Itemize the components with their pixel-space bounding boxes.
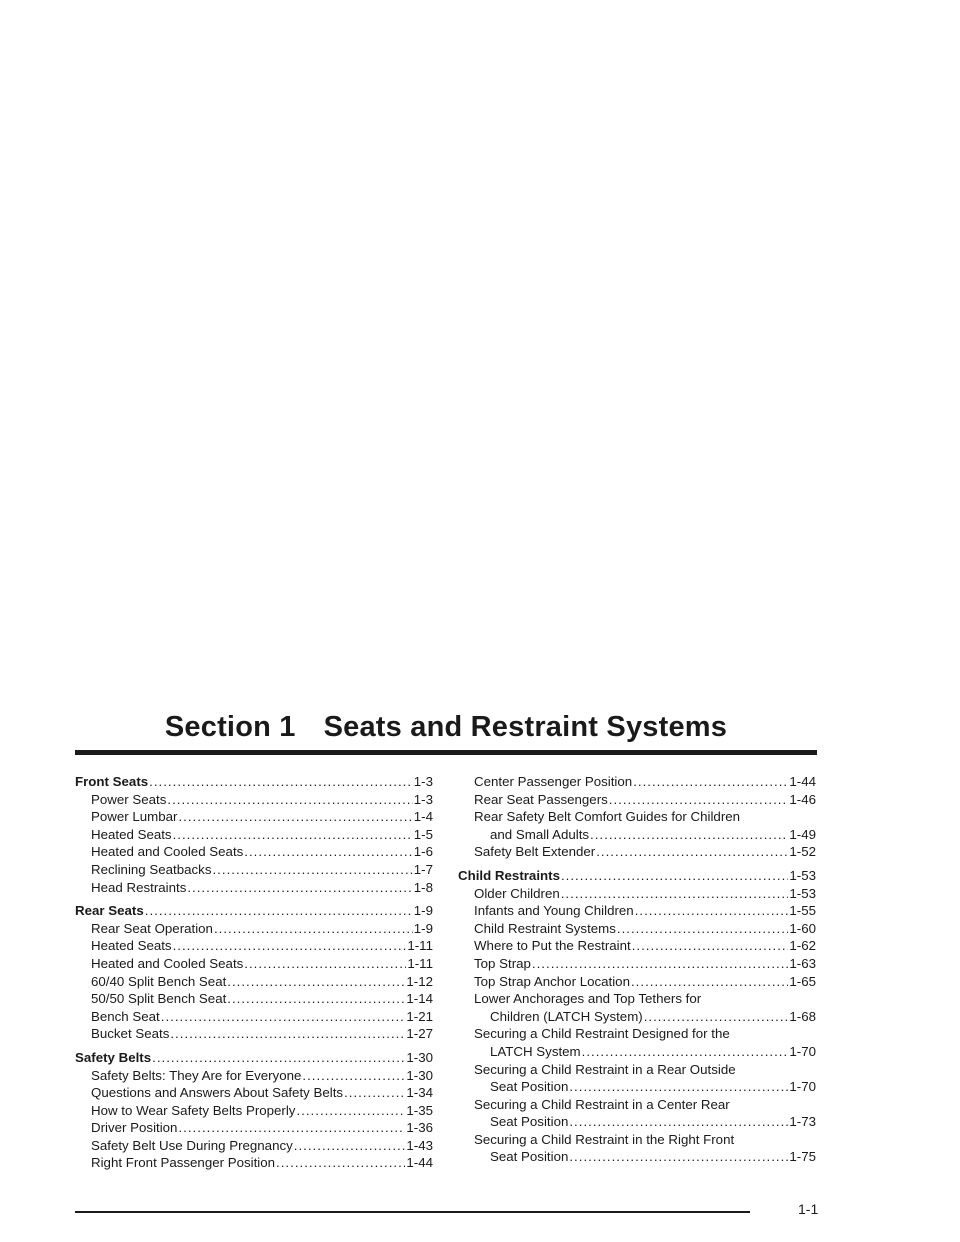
- dot-leader: [561, 867, 788, 885]
- toc-entry[interactable]: [75, 808, 433, 826]
- dot-leader: [167, 791, 412, 809]
- toc-entry[interactable]: [458, 791, 816, 809]
- toc-entry-page: 1-36: [406, 1120, 433, 1136]
- toc-entry-cont-page: 1-68: [789, 1008, 816, 1024]
- dot-leader: [187, 879, 412, 897]
- dot-leader: [582, 1043, 789, 1061]
- dot-leader: [161, 1008, 406, 1026]
- toc-entry-page: 1-44: [406, 1155, 433, 1171]
- toc-entry-page: 1-3: [413, 791, 433, 807]
- toc-entry-page: 1-43: [406, 1137, 433, 1153]
- dot-leader: [635, 902, 789, 920]
- dot-leader: [617, 920, 788, 938]
- dot-leader: [212, 861, 412, 879]
- toc-entry-page: 1-12: [406, 973, 433, 989]
- section-name: Seats and Restraint Systems: [323, 711, 728, 743]
- toc-group: [75, 1049, 433, 1172]
- toc-entry[interactable]: [75, 843, 433, 861]
- toc-entry-title: Safety Belt Use During Pregnancy: [91, 1137, 293, 1153]
- toc-entry-cont-title: Seat Position: [490, 1079, 569, 1095]
- toc-entry-cont: [474, 1113, 816, 1131]
- toc-entry[interactable]: [75, 1008, 433, 1026]
- toc-entry-cont: [474, 1078, 816, 1096]
- toc-entry-page: 1-63: [789, 955, 816, 971]
- toc-entry-title: Power Seats: [91, 791, 167, 807]
- toc-entry-title: Right Front Passenger Position: [91, 1155, 276, 1171]
- toc-entry-page: 1-11: [407, 955, 433, 971]
- toc-entry-cont: [474, 1043, 816, 1061]
- dot-leader: [152, 1049, 405, 1067]
- toc-entry[interactable]: [458, 973, 816, 991]
- toc-entry-title: Power Lumbar: [91, 809, 178, 825]
- dot-leader: [227, 990, 405, 1008]
- toc-entry-title: Bench Seat: [91, 1008, 160, 1024]
- toc-entry-cont-title: Seat Position: [490, 1114, 569, 1130]
- dot-leader: [631, 973, 788, 991]
- dot-leader: [569, 1078, 788, 1096]
- dot-leader: [178, 1119, 405, 1137]
- dot-leader: [214, 920, 413, 938]
- toc-entry-page: 1-44: [789, 774, 816, 789]
- toc-heading-title: Front Seats: [75, 774, 149, 789]
- toc-entry-page: 1-30: [406, 1067, 433, 1083]
- toc-group: [75, 773, 433, 896]
- toc-entry[interactable]: [458, 885, 816, 903]
- toc-entry-title: Securing a Child Restraint in a Rear Outside: [474, 1061, 736, 1077]
- toc-entry[interactable]: [75, 791, 433, 809]
- section-title: [75, 711, 817, 744]
- toc-entry-title: Rear Safety Belt Comfort Guides for Children: [474, 809, 741, 825]
- toc-entry-title: Center Passenger Position: [474, 774, 633, 789]
- toc-heading[interactable]: [75, 902, 433, 920]
- toc-heading[interactable]: [75, 1049, 433, 1067]
- toc-entry[interactable]: [458, 920, 816, 938]
- toc-entry[interactable]: [75, 990, 433, 1008]
- toc-entry-page: 1-8: [413, 879, 433, 895]
- dot-leader: [244, 843, 412, 861]
- toc-entry-page: 1-34: [406, 1085, 433, 1101]
- toc-entry[interactable]: [75, 1119, 433, 1137]
- dot-leader: [227, 973, 405, 991]
- dot-leader: [644, 1008, 789, 1026]
- toc-entry-cont: [474, 1008, 816, 1026]
- toc-entry-page: 1-35: [406, 1102, 433, 1118]
- toc-group: [458, 867, 816, 1166]
- toc-entry-title: Reclining Seatbacks: [91, 861, 212, 877]
- toc-entry[interactable]: [458, 773, 816, 791]
- page-number: 1-1: [798, 1201, 819, 1217]
- toc-heading-page: 1-30: [406, 1049, 433, 1065]
- toc-entry[interactable]: [75, 1137, 433, 1155]
- toc-entry-cont-title: Seat Position: [490, 1149, 569, 1165]
- dot-leader: [276, 1154, 405, 1172]
- dot-leader: [569, 1113, 788, 1131]
- toc-entry-title: Heated and Cooled Seats: [91, 955, 244, 971]
- toc-entry-page: 1-7: [413, 861, 433, 877]
- dot-leader: [532, 955, 788, 973]
- dot-leader: [145, 902, 413, 920]
- toc-entry-cont-page: 1-49: [789, 826, 816, 842]
- dot-leader: [173, 826, 413, 844]
- toc-entry-cont-page: 1-73: [789, 1114, 816, 1130]
- toc-entry-title: Top Strap: [474, 955, 531, 971]
- toc-entry[interactable]: [458, 1025, 816, 1060]
- toc-entry[interactable]: [75, 826, 433, 844]
- toc-entry-title: Securing a Child Restraint in a Center Rear: [474, 1096, 730, 1112]
- toc-entry-cont: [474, 826, 816, 844]
- dot-leader: [633, 773, 788, 791]
- toc-entry-title: Child Restraint Systems: [474, 920, 616, 936]
- toc-entry-page: 1-11: [407, 938, 433, 954]
- toc-entry-page: 1-55: [789, 903, 816, 919]
- toc-entry-title: Top Strap Anchor Location: [474, 973, 630, 989]
- toc-entry[interactable]: [75, 1154, 433, 1172]
- toc-entry[interactable]: [458, 808, 816, 843]
- dot-leader: [296, 1102, 405, 1120]
- toc-entry-page: 1-27: [406, 1026, 433, 1042]
- toc-entry[interactable]: [75, 1067, 433, 1085]
- toc-entry[interactable]: [458, 902, 816, 920]
- dot-leader: [178, 808, 412, 826]
- toc-entry-title: Securing a Child Restraint in the Right Front: [474, 1131, 735, 1147]
- toc-entry-page: 1-62: [789, 938, 816, 954]
- toc-heading-title: Child Restraints: [458, 867, 560, 883]
- toc-entry-cont-title: LATCH System: [490, 1043, 581, 1059]
- toc-entry-page: 1-14: [406, 991, 433, 1007]
- dot-leader: [561, 885, 789, 903]
- dot-leader: [302, 1067, 405, 1085]
- dot-leader: [294, 1137, 406, 1155]
- toc-entry[interactable]: [458, 955, 816, 973]
- toc-entry-page: 1-46: [789, 791, 816, 807]
- dot-leader: [170, 1025, 405, 1043]
- toc-entry-title: Bucket Seats: [91, 1026, 170, 1042]
- toc-entry-page: 1-9: [413, 920, 433, 936]
- toc-entry-title: Safety Belt Extender: [474, 844, 596, 860]
- toc-entry-title: 60/40 Split Bench Seat: [91, 973, 227, 989]
- toc-entry-title: Older Children: [474, 885, 560, 901]
- toc-entry-page: 1-52: [789, 844, 816, 860]
- toc-entry-title: Safety Belts: They Are for Everyone: [91, 1067, 302, 1083]
- toc-entry-title: 50/50 Split Bench Seat: [91, 991, 227, 1007]
- toc-entry[interactable]: [458, 1061, 816, 1096]
- toc-entry-title: Driver Position: [91, 1120, 178, 1136]
- dot-leader: [344, 1084, 405, 1102]
- toc-entry-cont-page: 1-70: [789, 1079, 816, 1095]
- toc-entry-page: 1-65: [789, 973, 816, 989]
- toc-entry-title: Rear Seat Operation: [91, 920, 213, 936]
- toc-entry[interactable]: [75, 879, 433, 897]
- toc-entry-title: Questions and Answers About Safety Belts: [91, 1085, 344, 1101]
- dot-leader: [609, 791, 789, 809]
- toc-entry-cont-page: 1-70: [789, 1043, 816, 1059]
- dot-leader: [244, 955, 406, 973]
- toc-entry[interactable]: [458, 937, 816, 955]
- toc-entry-title: Heated Seats: [91, 938, 172, 954]
- toc-entry[interactable]: [458, 1096, 816, 1131]
- title-rule: [75, 750, 817, 755]
- toc-entry-page: 1-21: [406, 1008, 433, 1024]
- dot-leader: [149, 773, 413, 791]
- toc-entry-title: Heated Seats: [91, 826, 172, 842]
- toc-heading-title: Safety Belts: [75, 1049, 152, 1065]
- toc-entry-page: 1-5: [413, 826, 433, 842]
- toc-group: [458, 773, 816, 861]
- toc-entry-title: Lower Anchorages and Top Tethers for: [474, 991, 702, 1007]
- toc-entry-cont-title: and Small Adults: [490, 826, 590, 842]
- toc-entry-page: 1-53: [789, 885, 816, 901]
- dot-leader: [632, 937, 789, 955]
- toc-entry-title: Heated and Cooled Seats: [91, 844, 244, 860]
- toc-heading[interactable]: [75, 773, 433, 791]
- section-number: Section 1: [164, 711, 296, 743]
- toc-entry-page: 1-4: [413, 809, 433, 825]
- toc-entry[interactable]: [75, 955, 433, 973]
- toc-entry-cont-page: 1-75: [789, 1149, 816, 1165]
- toc-heading-page: 1-9: [413, 903, 433, 919]
- toc-entry-title: Infants and Young Children: [474, 903, 634, 919]
- toc-entry[interactable]: [75, 1025, 433, 1043]
- dot-leader: [173, 937, 407, 955]
- toc-entry[interactable]: [458, 1131, 816, 1166]
- toc-entry-title: Where to Put the Restraint: [474, 938, 631, 954]
- dot-leader: [590, 826, 788, 844]
- toc-entry[interactable]: [75, 861, 433, 879]
- toc-right-column: [458, 773, 816, 1172]
- toc-entry-page: 1-6: [413, 844, 433, 860]
- toc-entry[interactable]: [75, 973, 433, 991]
- toc-heading[interactable]: [458, 867, 816, 885]
- toc-entry[interactable]: [458, 843, 816, 861]
- toc-heading-page: 1-3: [413, 774, 433, 789]
- toc-entry[interactable]: [75, 937, 433, 955]
- toc-entry[interactable]: [75, 1102, 433, 1120]
- toc-entry[interactable]: [75, 1084, 433, 1102]
- toc-left-column: [75, 773, 433, 1178]
- toc-entry-cont-title: Children (LATCH System): [490, 1008, 643, 1024]
- toc-entry-page: 1-60: [789, 920, 816, 936]
- toc-entry-title: Securing a Child Restraint Designed for the: [474, 1026, 730, 1042]
- toc-heading-title: Rear Seats: [75, 903, 144, 919]
- toc-heading-page: 1-53: [789, 867, 816, 883]
- dot-leader: [569, 1148, 788, 1166]
- toc-entry[interactable]: [458, 990, 816, 1025]
- dot-leader: [596, 843, 788, 861]
- toc-entry-title: Head Restraints: [91, 879, 187, 895]
- toc-entry[interactable]: [75, 920, 433, 938]
- toc-group: [75, 902, 433, 1043]
- toc-entry-cont: [474, 1148, 816, 1166]
- toc-entry-title: How to Wear Safety Belts Properly: [91, 1102, 296, 1118]
- toc-entry-title: Rear Seat Passengers: [474, 791, 608, 807]
- footer-rule: [75, 1211, 750, 1213]
